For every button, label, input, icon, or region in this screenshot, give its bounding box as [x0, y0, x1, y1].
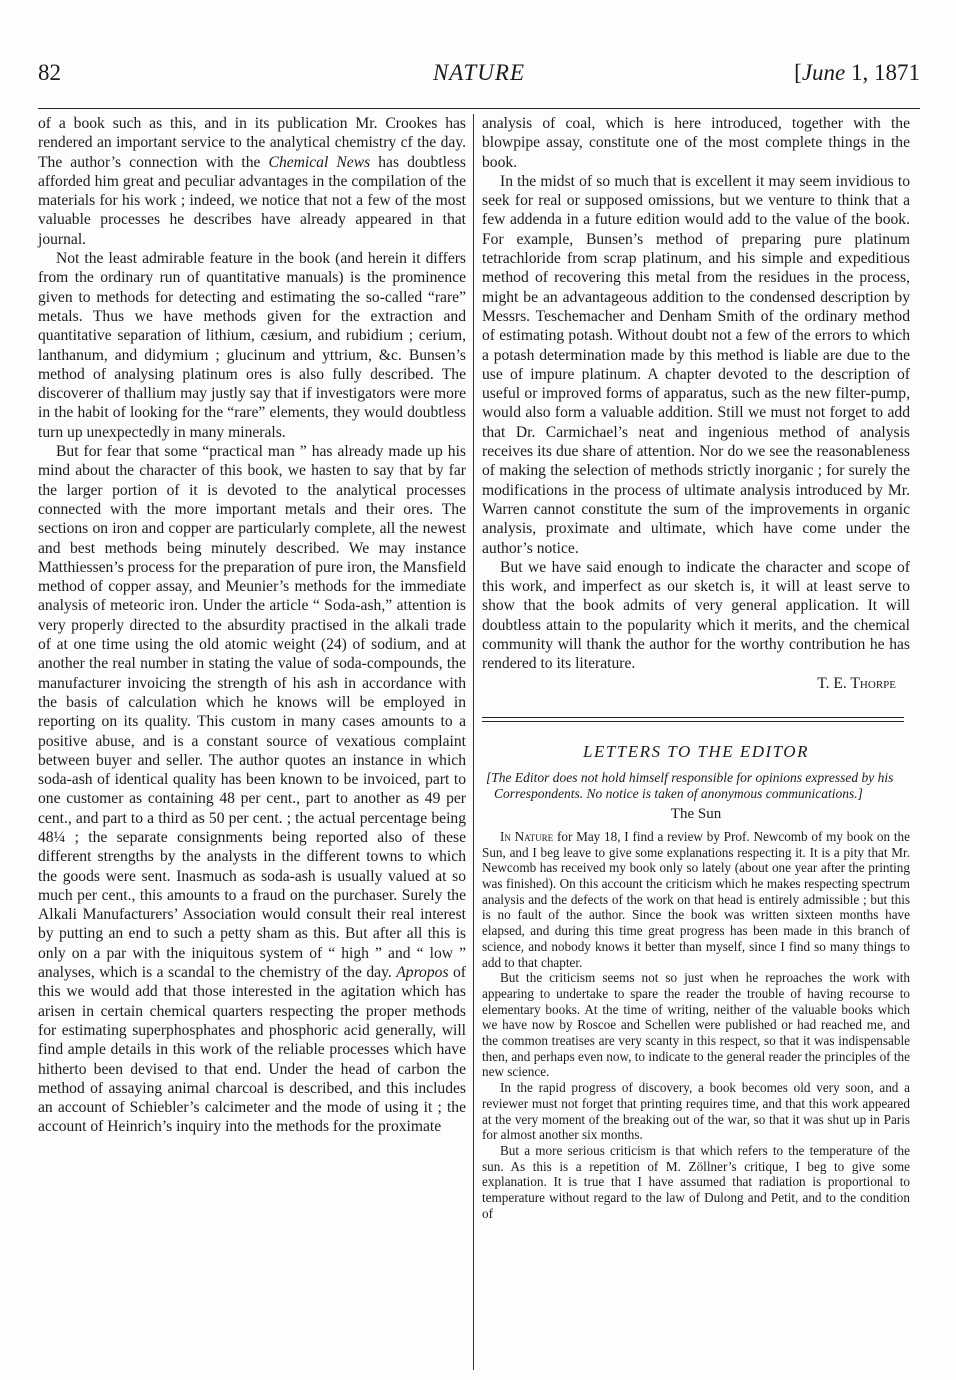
section-heading: LETTERS TO THE EDITOR [583, 741, 809, 761]
header-rule [38, 108, 920, 109]
left-column [38, 114, 466, 1137]
paragraph: In the rapid progress of discovery, a book becomes old very soon, and a reviewer must not forget that printing requires time, and that this work appeared at the very moment of the breaking out of the war, so that it was shut up in Paris for almost another six months. [482, 1080, 910, 1143]
column-divider [473, 114, 474, 1370]
letter-body [482, 829, 910, 1222]
paragraph: Not the least admirable feature in the book (and herein it differs from the ordinary run of quantitative manuals) is the prominence given to methods for detecting and estimating the so-called “rare” metals. Thus we have methods given for the extraction and quantitative separation of lithium, cæsium, and rubidium ; cerium, lanthanum, and didymium ; glucinum and yttrium, &c. Bunsen’s method of analysing platinum ores is also fully described. The discoverer of thallium may justly say that if investigators were more in the habit of looking for the “rare” elements, they would doubtless turn up unexpectedly in many minerals. [38, 250, 466, 441]
right-column [482, 114, 910, 1221]
letter-title: The Sun [670, 805, 722, 822]
section-rule [482, 717, 904, 722]
paragraph: But a more serious criticism is that which refers to the temperature of the sun. As this is a repetition of M. Zöllner’s critique, I beg to give some explanation. It is true that I have assumed that radiation is proportional to temperature without regard to the law of Dulong and Petit, and to the condition of [482, 1142, 910, 1221]
editor-notice: [The Editor does not hold himself responsible for opinions expressed by his Correspondents. No notice is taken of anonymous communications.] [486, 769, 894, 801]
paragraph: But for fear that some “practical man ” has already made up his mind about the character of this book, we hasten to say that by far the larger portion of it is devoted to the analytical processes connected with the more important metals and their ores. The sections on iron and copper are particularly complete, all the newest and best methods being minutely described. We may instance Matthiessen’s process for the preparation of pure iron, the Mansfield method of copper assay, and Meunier’s methods for the immediate analysis of meteoric iron. Under the article “ Soda-ash,” attention is very properly directed to the absurdity practised in the alkali trade of at one time using the old atomic weight (24) of sodium, and at another the real number in stating the value of soda-compounds, the manufacturer invoicing the strength of his ash in accordance with the basis of calculation which he knows will be employed in reporting on its quality. This custom in many cases amounts to a positive abuse, and is a constant source of vexatious complaint between buyer and seller. The author quotes an instance in which soda-ash of identical quality has been known to be invoiced, part to one customer as containing 48 per cent., part to another as 49 per cent., and part to a third as 50 per cent. ; the actual percentage being 48¼ ; the separate consignments being reported also of these different strengths by the analysts in the different towns to which the goods were sent. Inasmuch as soda-ash is usually valued at so much per cent., this amounts to a fraud on the purchaser. Surely the Alkali Manufacturers’ Association would consult their real interest by putting an end to such a petty sham as this. But after all this is only on a par with the iniquitous system of “ high ” and “ low ” analyses, which is a scandal to the chemistry of the day. Apropos of this we would add that those interested in the agitation which has arisen in certain chemical quarters respecting the proper methods for estimating superphosphates and phosphoric acid generally, will find ample details in this work of the reliable processes which have hitherto been devised to that end. Under the head of carbon the method of assaying animal charcoal is described, and this includes an account of Schiebler’s calcimeter and the mode of using it ; the account of Heinrich’s inquiry into the methods for the proximate [38, 443, 466, 1136]
running-header [38, 60, 920, 92]
paragraph: But the criticism seems not so just when he reproaches the work with appearing to undertake to spare the reader the trouble of having recourse to elementary books. At the time of writing, neither of the valuable books which we have now by Roscoe and Schellen were published or had reached me, and the common treatises are very scanty in this respect, so that it was indispensable then, and perhaps even now, to indicate to the general reader the principles of the new science. [482, 970, 910, 1080]
paragraph: In Nature for May 18, I find a review by Prof. Newcomb of my book on the Sun, and I beg leave to give some explanations respecting it. It is a pity that Mr. Newcomb has received my book only so lately (about one year after the printing was finished). On this account the criticism which he makes respecting spectrum analysis and the defects of the work on that head is entirely admissible ; but this is no fault of the author. Since the book was written sixteen months have elapsed, and during this time great progress has been made in this branch of science, and nobody knows it better than myself, since I find so many things to add to that chapter. [482, 828, 910, 970]
page-number: 82 [38, 60, 61, 85]
paragraph: But we have said enough to indicate the character and scope of this work, and imperfect as our sketch is, it will at least serve to show that the book admits of very general application. It will doubtless attain to the popularity which it merits, and the chemical community will thank the author for the worthy contribution he has rendered to its literature. [482, 558, 910, 673]
journal-title: NATURE [432, 60, 526, 85]
review-continuation [482, 114, 910, 693]
paragraph: In the midst of so much that is excellent it may seem invidious to seek for real or supposed omissions, but we venture to think that a few addenda in a future edition would add to the value of the book. For example, Bunsen’s method of preparing pure platinum tetrachloride from scrap platinum, and his simple and expeditious method of recovering this metal from the residues in the process, might be an advantageous addition to the condensed description by Messrs. Teschemacher and Denham Smith of the ordinary method of estimating potash. Without doubt not a few of the errors to which a potash determination made by this method is liable are due to the use of impure platinum. A chapter devoted to the description of useful or improved forms of apparatus, such as the new filter-pump, would also form a valuable addition. Still we must not forget to add that Dr. Carmichael’s neat and ingenious method of analysis receives its due share of attention. Nor do we see the reasonableness of making the selection of methods strictly inorganic ; for surely the modifications in the process of ultimate analysis introduced by Mr. Warren cannot constitute the sum of the improvements in organic analysis, proximate and ultimate, which have come under the author’s notice. [482, 172, 910, 557]
issue-date: [June 1, 1871 [794, 60, 920, 85]
paragraph: analysis of coal, which is here introduced, together with the blowpipe assay, constitute one of the most complete things in the book. [482, 115, 910, 171]
signature: T. E. Thorpe [817, 674, 896, 692]
paragraph: of a book such as this, and in its publication Mr. Crookes has rendered an important service to the analytical chemistry cf the day. The author’s connection with the Chemical News has doubtless afforded him great and peculiar advantages in the compilation of the materials for his work ; indeed, we notice that not a few of the most valuable processes he describes have already appeared in that journal. [38, 115, 466, 248]
signature-line [482, 674, 910, 693]
